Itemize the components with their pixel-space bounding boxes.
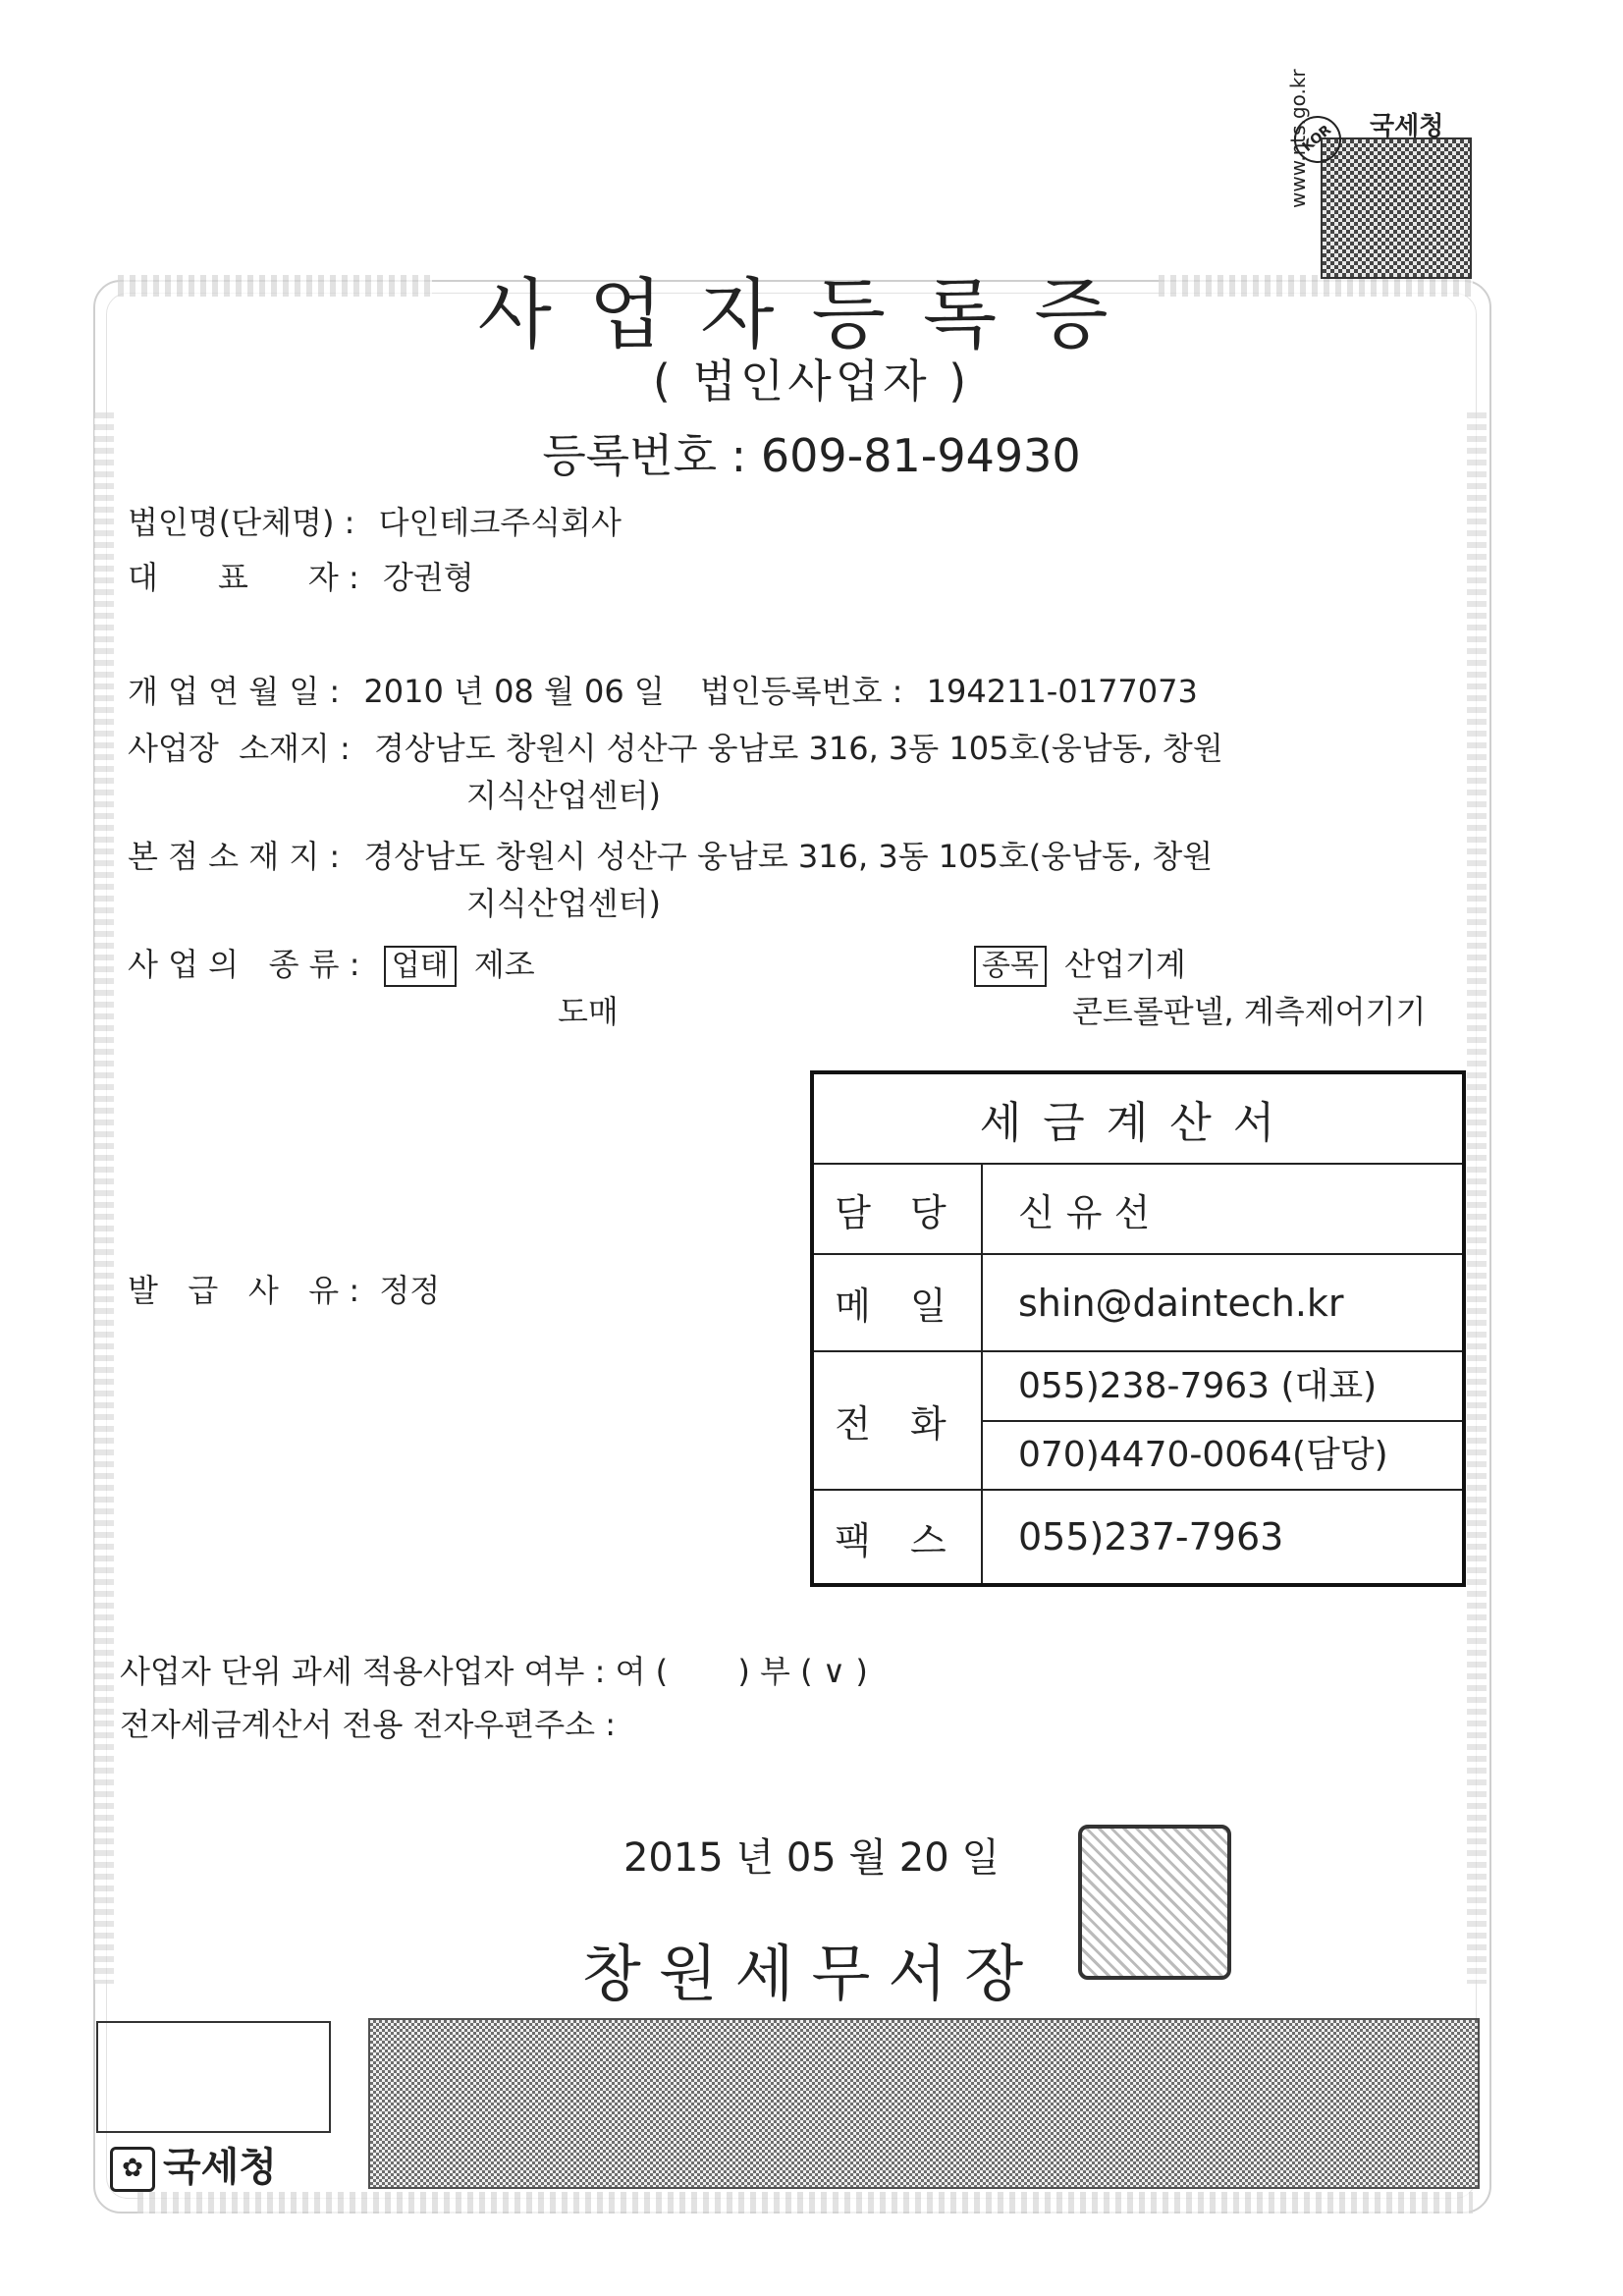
security-pattern-band bbox=[368, 2018, 1480, 2189]
hq-location-row bbox=[128, 833, 1213, 880]
e-invoice-email-row: 전자세금계산서 전용 전자우편주소 : bbox=[120, 1706, 616, 1743]
nts-emblem-icon: ✿ bbox=[110, 2147, 155, 2192]
contact-person-value: 신 유 선 bbox=[982, 1164, 1464, 1255]
footer-nts-label: 국세청 bbox=[163, 2145, 277, 2190]
category-1: 제조 bbox=[473, 946, 535, 983]
category-2: 도매 bbox=[558, 993, 619, 1030]
business-location-line1: 경상남도 창원시 성산구 웅남로 316, 3동 105호(웅남동, 창원 bbox=[373, 730, 1223, 767]
item-row bbox=[974, 941, 1186, 988]
footer-blank-box bbox=[96, 2021, 331, 2133]
hq-location-line2: 지식산업센터) bbox=[466, 885, 661, 922]
business-type-row bbox=[128, 941, 535, 988]
registration-number bbox=[0, 420, 1623, 485]
issue-date: 2015 년 05 월 20 일 bbox=[622, 1835, 1001, 1881]
corp-reg-label: 법인등록번호 : bbox=[700, 673, 903, 710]
document-title: 사업자등록증 bbox=[477, 271, 1146, 359]
business-type-label: 사 업 의 종 류 : bbox=[128, 946, 360, 983]
open-date-row bbox=[128, 668, 1198, 715]
phone-contact: 070)4470-0064(담당) bbox=[1018, 1434, 1388, 1475]
phone-main: 055)238-7963 (대표) bbox=[983, 1353, 1462, 1422]
border-pattern-left bbox=[94, 412, 114, 1984]
kor-badge: KOR bbox=[1284, 106, 1351, 173]
official-seal bbox=[1078, 1825, 1231, 1980]
corp-name-row bbox=[128, 499, 622, 546]
document-subtitle: ( 법인사업자 ) bbox=[652, 355, 971, 408]
phone-values bbox=[982, 1351, 1464, 1490]
open-date-value: 2010 년 08 월 06 일 bbox=[363, 673, 665, 710]
item-2: 콘트롤판넬, 계측제어기기 bbox=[1072, 993, 1427, 1030]
open-date-label: 개 업 연 월 일 : bbox=[128, 673, 341, 710]
footer-nts-logo bbox=[110, 2136, 277, 2192]
unit-taxation-row: 사업자 단위 과세 적용사업자 여부 : 여 ( ) 부 ( ∨ ) bbox=[120, 1653, 868, 1690]
nts-header-label: 국세청 bbox=[1370, 112, 1444, 141]
border-pattern-bottom bbox=[137, 2192, 1473, 2214]
tax-invoice-table bbox=[810, 1070, 1466, 1587]
fax-label: 팩 스 bbox=[812, 1490, 982, 1585]
business-location-row bbox=[128, 725, 1223, 772]
tax-office-name: 창원세무서장 bbox=[581, 1938, 1042, 2009]
border-pattern-right bbox=[1467, 412, 1487, 1984]
issue-reason-value: 정정 bbox=[379, 1272, 441, 1309]
corp-name-value: 다인테크주식회사 bbox=[378, 504, 622, 541]
registration-number-value: 609-81-94930 bbox=[760, 429, 1081, 482]
corp-name-label: 법인명(단체명) : bbox=[128, 504, 355, 541]
business-location-label: 사업장 소재지 : bbox=[128, 730, 351, 767]
business-location-line2: 지식산업센터) bbox=[466, 777, 661, 814]
contact-person-label: 담 당 bbox=[812, 1164, 982, 1255]
fax-value: 055)237-7963 bbox=[982, 1490, 1464, 1585]
registration-number-label: 등록번호 : bbox=[542, 429, 747, 482]
issue-reason-label: 발 급 사 유 : bbox=[128, 1272, 360, 1309]
nts-url: www.nts.go.kr bbox=[1286, 69, 1310, 208]
item-box: 종목 bbox=[974, 946, 1047, 987]
item-1: 산업기계 bbox=[1064, 946, 1186, 983]
phone-label: 전 화 bbox=[812, 1351, 982, 1490]
representative-row bbox=[128, 554, 474, 601]
representative-label: 대 표 자 : bbox=[128, 559, 359, 596]
issue-reason-row bbox=[128, 1267, 440, 1314]
tax-invoice-title: 세금계산서 bbox=[812, 1072, 1464, 1164]
email-value: shin@daintech.kr bbox=[982, 1254, 1464, 1351]
email-label: 메 일 bbox=[812, 1254, 982, 1351]
category-box: 업태 bbox=[384, 946, 457, 987]
corp-reg-number: 194211-0177073 bbox=[926, 673, 1198, 710]
representative-value: 강권형 bbox=[382, 559, 474, 596]
hq-location-line1: 경상남도 창원시 성산구 웅남로 316, 3동 105호(웅남동, 창원 bbox=[363, 838, 1214, 875]
hq-location-label: 본 점 소 재 지 : bbox=[128, 838, 341, 875]
